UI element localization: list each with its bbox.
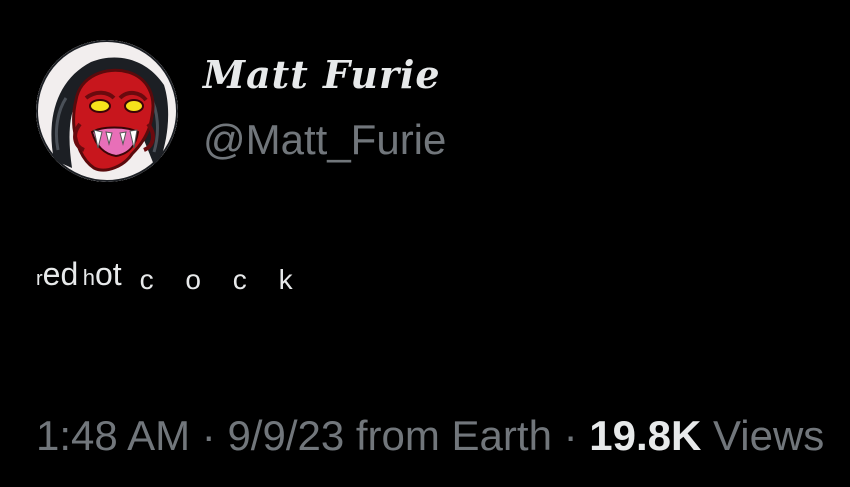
author-handle[interactable]: @Matt_Furie: [203, 116, 447, 163]
meta-separator: ·: [190, 412, 228, 459]
profile-avatar[interactable]: [36, 40, 178, 182]
tweet-date-source[interactable]: 9/9/23 from Earth: [227, 412, 552, 459]
tweet-text-part: h: [82, 265, 95, 290]
views-count[interactable]: 19.8K: [589, 412, 702, 459]
tweet-timestamp[interactable]: 1:48 AM: [36, 412, 191, 459]
tweet-text: [36, 256, 305, 295]
meta-separator: ·: [551, 412, 590, 459]
tweet-text-part: c o c k: [139, 264, 305, 295]
views-label: Views: [701, 412, 825, 459]
tweet-metadata: [36, 412, 824, 460]
author-display-name[interactable]: Matt Furie: [203, 52, 441, 97]
tweet-text-part: ed: [42, 256, 79, 292]
tweet-text-part: ot: [94, 256, 122, 292]
tweet-text-part: r: [36, 268, 43, 290]
red-demon-avatar-icon: [36, 40, 178, 182]
